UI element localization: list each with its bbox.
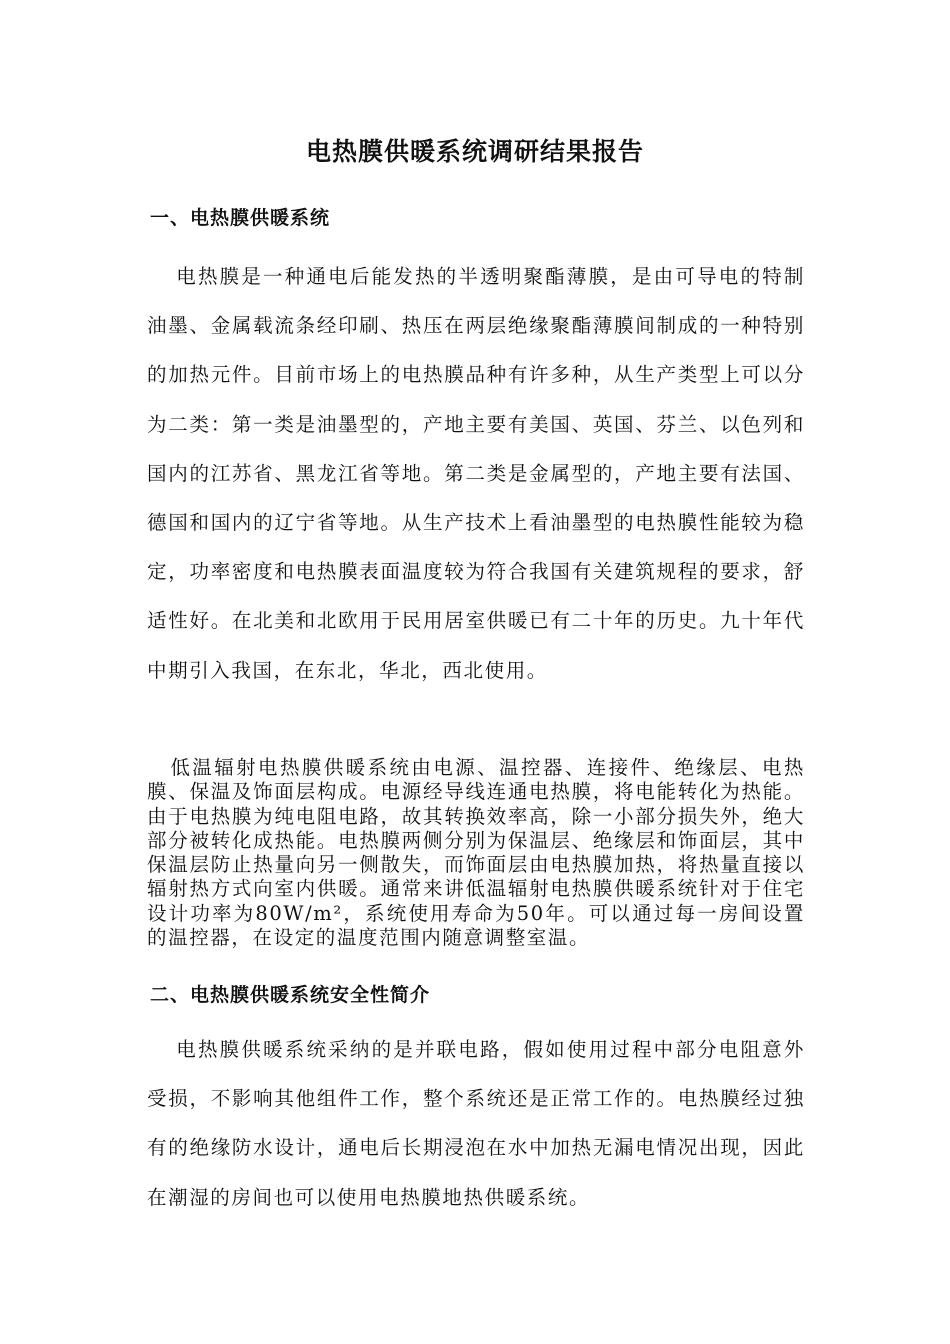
section-heading-1: 一、电热膜供暖系统: [150, 207, 331, 229]
section1-paragraph-1: 电热膜是一种通电后能发热的半透明聚酯薄膜，是由可导电的特制油墨、金属载流条经印刷、热压在两层绝缘聚酯薄膜间制成的一种特别的加热元件。目前市场上的电热膜品种有许多种，从生产类型上可以分为二类：第一类是油墨型的，产地主要有美国、英国、芬兰、以色列和国内的江苏省、黑龙江省等地。第二类是金属型的，产地主要有法国、德国和国内的辽宁省等地。从生产技术上看油墨型的电热膜性能较为稳定，功率密度和电热膜表面温度较为符合我国有关建筑规程的要求，舒适性好。在北美和北欧用于民用居室供暖已有二十年的历史。九十年代中期引入我国，在东北，华北，西北使用。: [147, 265, 805, 682]
section-heading-2: 二、电热膜供暖系统安全性简介: [150, 984, 431, 1006]
section2-paragraph-1: 电热膜供暖系统采纳的是并联电路，假如使用过程中部分电阻意外受损，不影响其他组件工作，整个系统还是正常工作的。电热膜经过独有的绝缘防水设计，通电后长期浸泡在水中加热无漏电情况出现，因此在潮湿的房间也可以使用电热膜地热供暖系统。: [147, 1038, 805, 1209]
section1-paragraph-2: 低温辐射电热膜供暖系统由电源、温控器、连接件、绝缘层、电热膜、保温及饰面层构成。电源经导线连通电热膜，将电能转化为热能。由于电热膜为纯电阻电路，故其转换效率高，除一小部分损失外，绝大部分被转化成热能。电热膜两侧分别为保温层、绝缘层和饰面层，其中保温层防止热量向另一侧散失，而饰面层由电热膜加热，将热量直接以辐射热方式向室内供暖。通常来讲低温辐射电热膜供暖系统针对于住宅设计功率为80W/m²，系统使用寿命为50年。可以通过每一房间设置的温控器，在设定的温度范围内随意调整室温。: [147, 756, 805, 950]
document-title: 电热膜供暖系统调研结果报告: [305, 137, 644, 166]
